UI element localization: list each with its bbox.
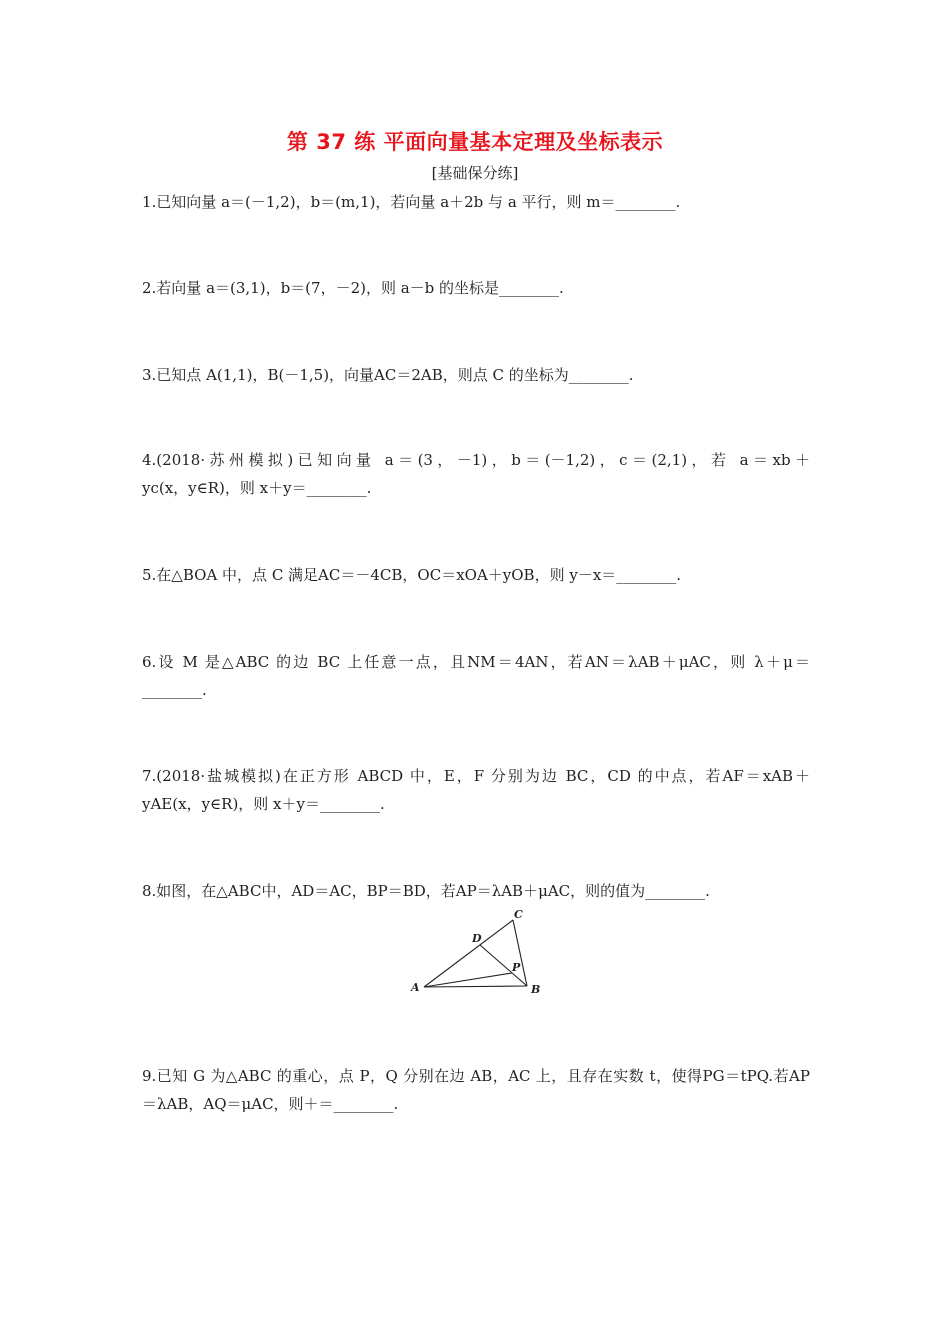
figure-label-d: D	[472, 932, 482, 945]
figure-label-a: A	[411, 981, 420, 994]
question-3	[142, 361, 810, 389]
question-1	[142, 188, 810, 216]
question-3-line-1: 3.已知点 A(1,1)，B(－1,5)，向量AC＝2AB，则点 C 的坐标为________.	[142, 366, 634, 384]
figure-label-c: C	[514, 908, 523, 921]
question-4-line-1: 4.(2018·苏州模拟)已知向量 a＝(3，－1)，b＝(－1,2)，c＝(2,1)，若 a＝xb＋	[142, 451, 810, 469]
question-7-line-2: yAE(x，y∈R)，则 x＋y＝________.	[142, 795, 385, 813]
figure-label-p: P	[512, 961, 521, 974]
question-4-line-2: yc(x，y∈R)，则 x＋y＝________.	[142, 479, 372, 497]
question-2	[142, 274, 810, 302]
question-9	[142, 1062, 810, 1118]
question-6	[142, 648, 810, 704]
figure-segment-ap	[424, 973, 512, 987]
question-5-line-1: 5.在△BOA 中，点 C 满足AC＝－4CB，OC＝xOA＋yOB，则 y－x＝________.	[142, 566, 682, 584]
question-8	[142, 877, 810, 905]
question-9-line-2: ＝λAB，AQ＝μAC，则＋＝________.	[142, 1095, 399, 1113]
question-2-line-1: 2.若向量 a＝(3,1)，b＝(7，－2)，则 a－b 的坐标是________.	[142, 279, 564, 297]
question-8-line-1: 8.如图，在△ABC中，AD＝AC，BP＝BD，若AP＝λAB＋μAC，则的值为________.	[142, 882, 710, 900]
figure-segment-ac	[424, 920, 513, 987]
question-6-line-1: 6.设 M 是△ABC 的边 BC 上任意一点，且NM＝4AN，若AN＝λAB＋μAC，则 λ＋μ＝	[142, 653, 810, 671]
triangle-figure	[400, 905, 560, 1005]
page-title: 第 37 练 平面向量基本定理及坐标表示	[286, 130, 664, 154]
question-9-line-1: 9.已知 G 为△ABC 的重心，点 P，Q 分别在边 AB，AC 上，且存在实数 t，使得PG＝tPQ.若AP	[142, 1067, 810, 1085]
question-5	[142, 561, 810, 589]
figure-segment-ab	[424, 986, 527, 987]
question-4	[142, 446, 810, 502]
question-6-line-2: ________.	[142, 681, 207, 699]
figure-label-b: B	[531, 983, 541, 996]
question-7	[142, 762, 810, 818]
question-1-line-1: 1.已知向量 a＝(－1,2)，b＝(m,1)，若向量 a＋2b 与 a 平行，则 m＝________.	[142, 193, 681, 211]
question-7-line-1: 7.(2018·盐城模拟)在正方形 ABCD 中，E，F 分别为边 BC，CD 的中点，若AF＝xAB＋	[142, 767, 810, 785]
section-subtitle: [基础保分练]	[431, 164, 519, 182]
